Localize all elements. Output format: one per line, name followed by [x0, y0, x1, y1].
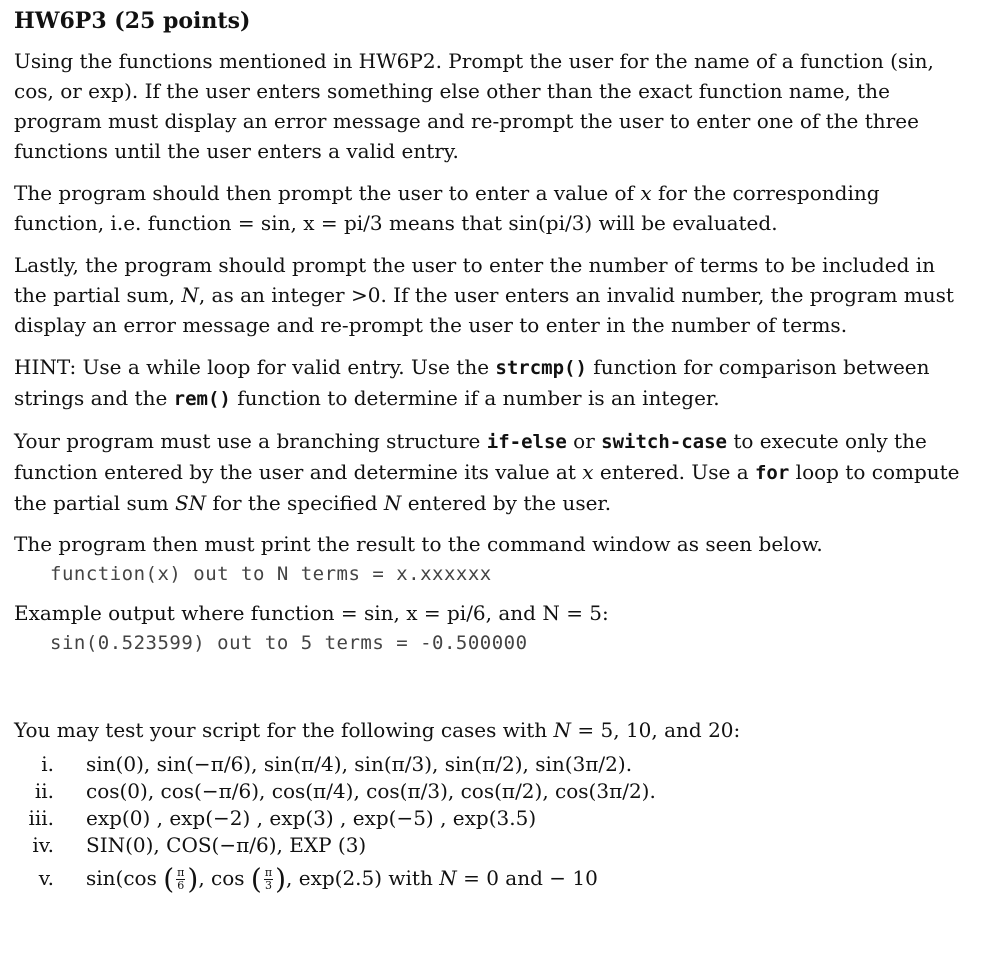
example-code-line: sin(0.523599) out to 5 terms = -0.500000 — [50, 632, 528, 654]
paragraph-prompt-function: Using the functions mentioned in HW6P2. Prompt the user for the name of a function (sin, cos, or exp). If the user enters something else other than the exact function name, the program must display an error message and re-prompt the user to enter one of the three functions until the user enters a valid entry. — [14, 49, 934, 163]
paragraph-branching: Your program must use a branching structure if-else or switch-case to execute only the function entered by the user and determine its value at x entered. Use a for loop to compute the partial sum SN for the specified N entered by the user. — [14, 429, 960, 515]
paragraph-test-cases: You may test your script for the following cases with N = 5, 10, and 20: — [14, 718, 741, 742]
list-item: v. sin(cos ( $\frac{\pi}{6}$ ), cos ( $\frac{\pi}{3}$ ), exp(2.5) with N = 0 and − 10 — [38, 862, 598, 896]
list-item: ii. cos(0), cos(−π/6), cos(π/4), cos(π/3), cos(π/2), cos(3π/2). — [34, 779, 656, 803]
fraction-pi-over-3: $\frac{\pi}{3}$ — [264, 866, 273, 892]
code-if-else: if-else — [486, 431, 567, 453]
code-strcmp: strcmp() — [495, 357, 587, 379]
paragraph-prompt-terms: Lastly, the program should prompt the user to enter the number of terms to be included in the partial sum, N, as an integer >0. If the user enters an invalid number, the program must display an error message and re-prompt the user to enter in the number of terms. — [14, 253, 954, 337]
format-code-line: function(x) out to N terms = x.xxxxxx — [50, 563, 492, 585]
list-item: iv. SIN(0), COS(−π/6), EXP (3) — [32, 833, 367, 857]
fraction-pi-over-6: $\frac{\pi}{6}$ — [177, 866, 185, 892]
document-page — [14, 8, 974, 896]
paragraph-hint: HINT: Use a while loop for valid entry. Use the strcmp() function for comparison between strings and the rem() function to determine if a number is an integer. — [14, 355, 930, 410]
paragraph-example: Example output where function = sin, x = pi/6, and N = 5: — [14, 601, 609, 625]
partial-sum-symbol: SN — [174, 491, 207, 515]
page-title: HW6P3 (25 points) — [14, 8, 251, 34]
paragraph-print-result: The program then must print the result to the command window as seen below. — [14, 532, 823, 556]
list-item: i. sin(0), sin(−π/6), sin(π/4), sin(π/3), sin(π/2), sin(3π/2). — [41, 752, 633, 776]
code-switch-case: switch-case — [601, 431, 727, 453]
list-item: iii. exp(0) , exp(−2) , exp(3) , exp(−5) , exp(3.5) — [28, 806, 537, 830]
paragraph-prompt-x: The program should then prompt the user to enter a value of x for the corresponding function, i.e. function = sin, x = pi/3 means that sin(pi/3) will be evaluated. — [14, 181, 880, 235]
code-for: for — [754, 462, 790, 484]
code-rem: rem() — [173, 388, 231, 410]
test-case-list — [14, 751, 974, 896]
